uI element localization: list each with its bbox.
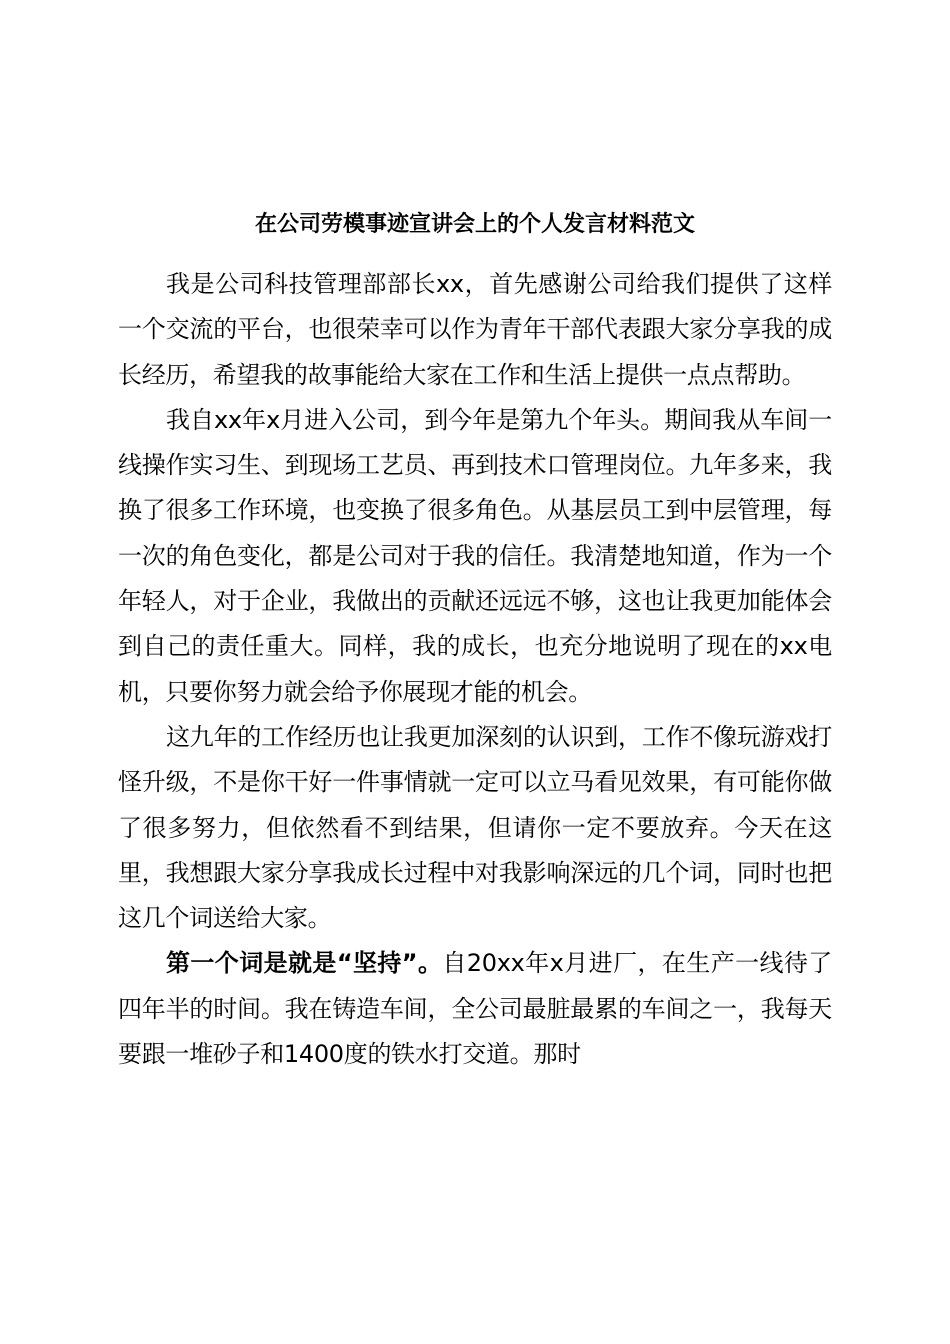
paragraph-3-text: 这九年的工作经历也让我更加深刻的认识到，工作不像玩游戏打怪升级，不是你干好一件事情就一定可以立马看见效果，有可能你做了很多努力，但依然看不到结果，但请你一定不要放弃。今天在这里，我想跟大家分享我成长过程中对我影响深远的几个词，同时也把这几个词送给大家。: [118, 722, 832, 933]
paragraph-3: [118, 715, 832, 941]
paragraph-4-lead: 第一个词是就是“坚持”。: [166, 949, 443, 978]
paragraph-4-text: 自20xx年x月进厂，在生产一线待了四年半的时间。我在铸造车间，全公司最脏最累的车间之一，我每天要跟一堆砂子和1400度的铁水打交道。那时: [118, 949, 833, 1069]
document-title: 在公司劳模事迹宣讲会上的个人发言材料范文: [254, 212, 695, 237]
paragraph-2-text: 我自xx年x月进入公司，到今年是第九个年头。期间我从车间一线操作实习生、到现场工艺员、再到技术口管理岗位。九年多来，我换了很多工作环境，也变换了很多角色。从基层员工到中层管理，每一次的角色变化，都是公司对于我的信任。我清楚地知道，作为一个年轻人，对于企业，我做出的贡献还远远不够，这也让我更加能体会到自己的责任重大。同样，我的成长，也充分地说明了现在的xx电机，只要你努力就会给予你展现才能的机会。: [118, 405, 832, 706]
paragraph-2: [118, 398, 832, 715]
paragraph-4: [118, 941, 832, 1077]
paragraph-1-text: 我是公司科技管理部部长xx，首先感谢公司给我们提供了这样一个交流的平台，也很荣幸可以作为青年干部代表跟大家分享我的成长经历，希望我的故事能给大家在工作和生活上提供一点点帮助。: [118, 270, 832, 389]
document-body: [118, 262, 832, 1077]
paragraph-1: [118, 262, 832, 398]
